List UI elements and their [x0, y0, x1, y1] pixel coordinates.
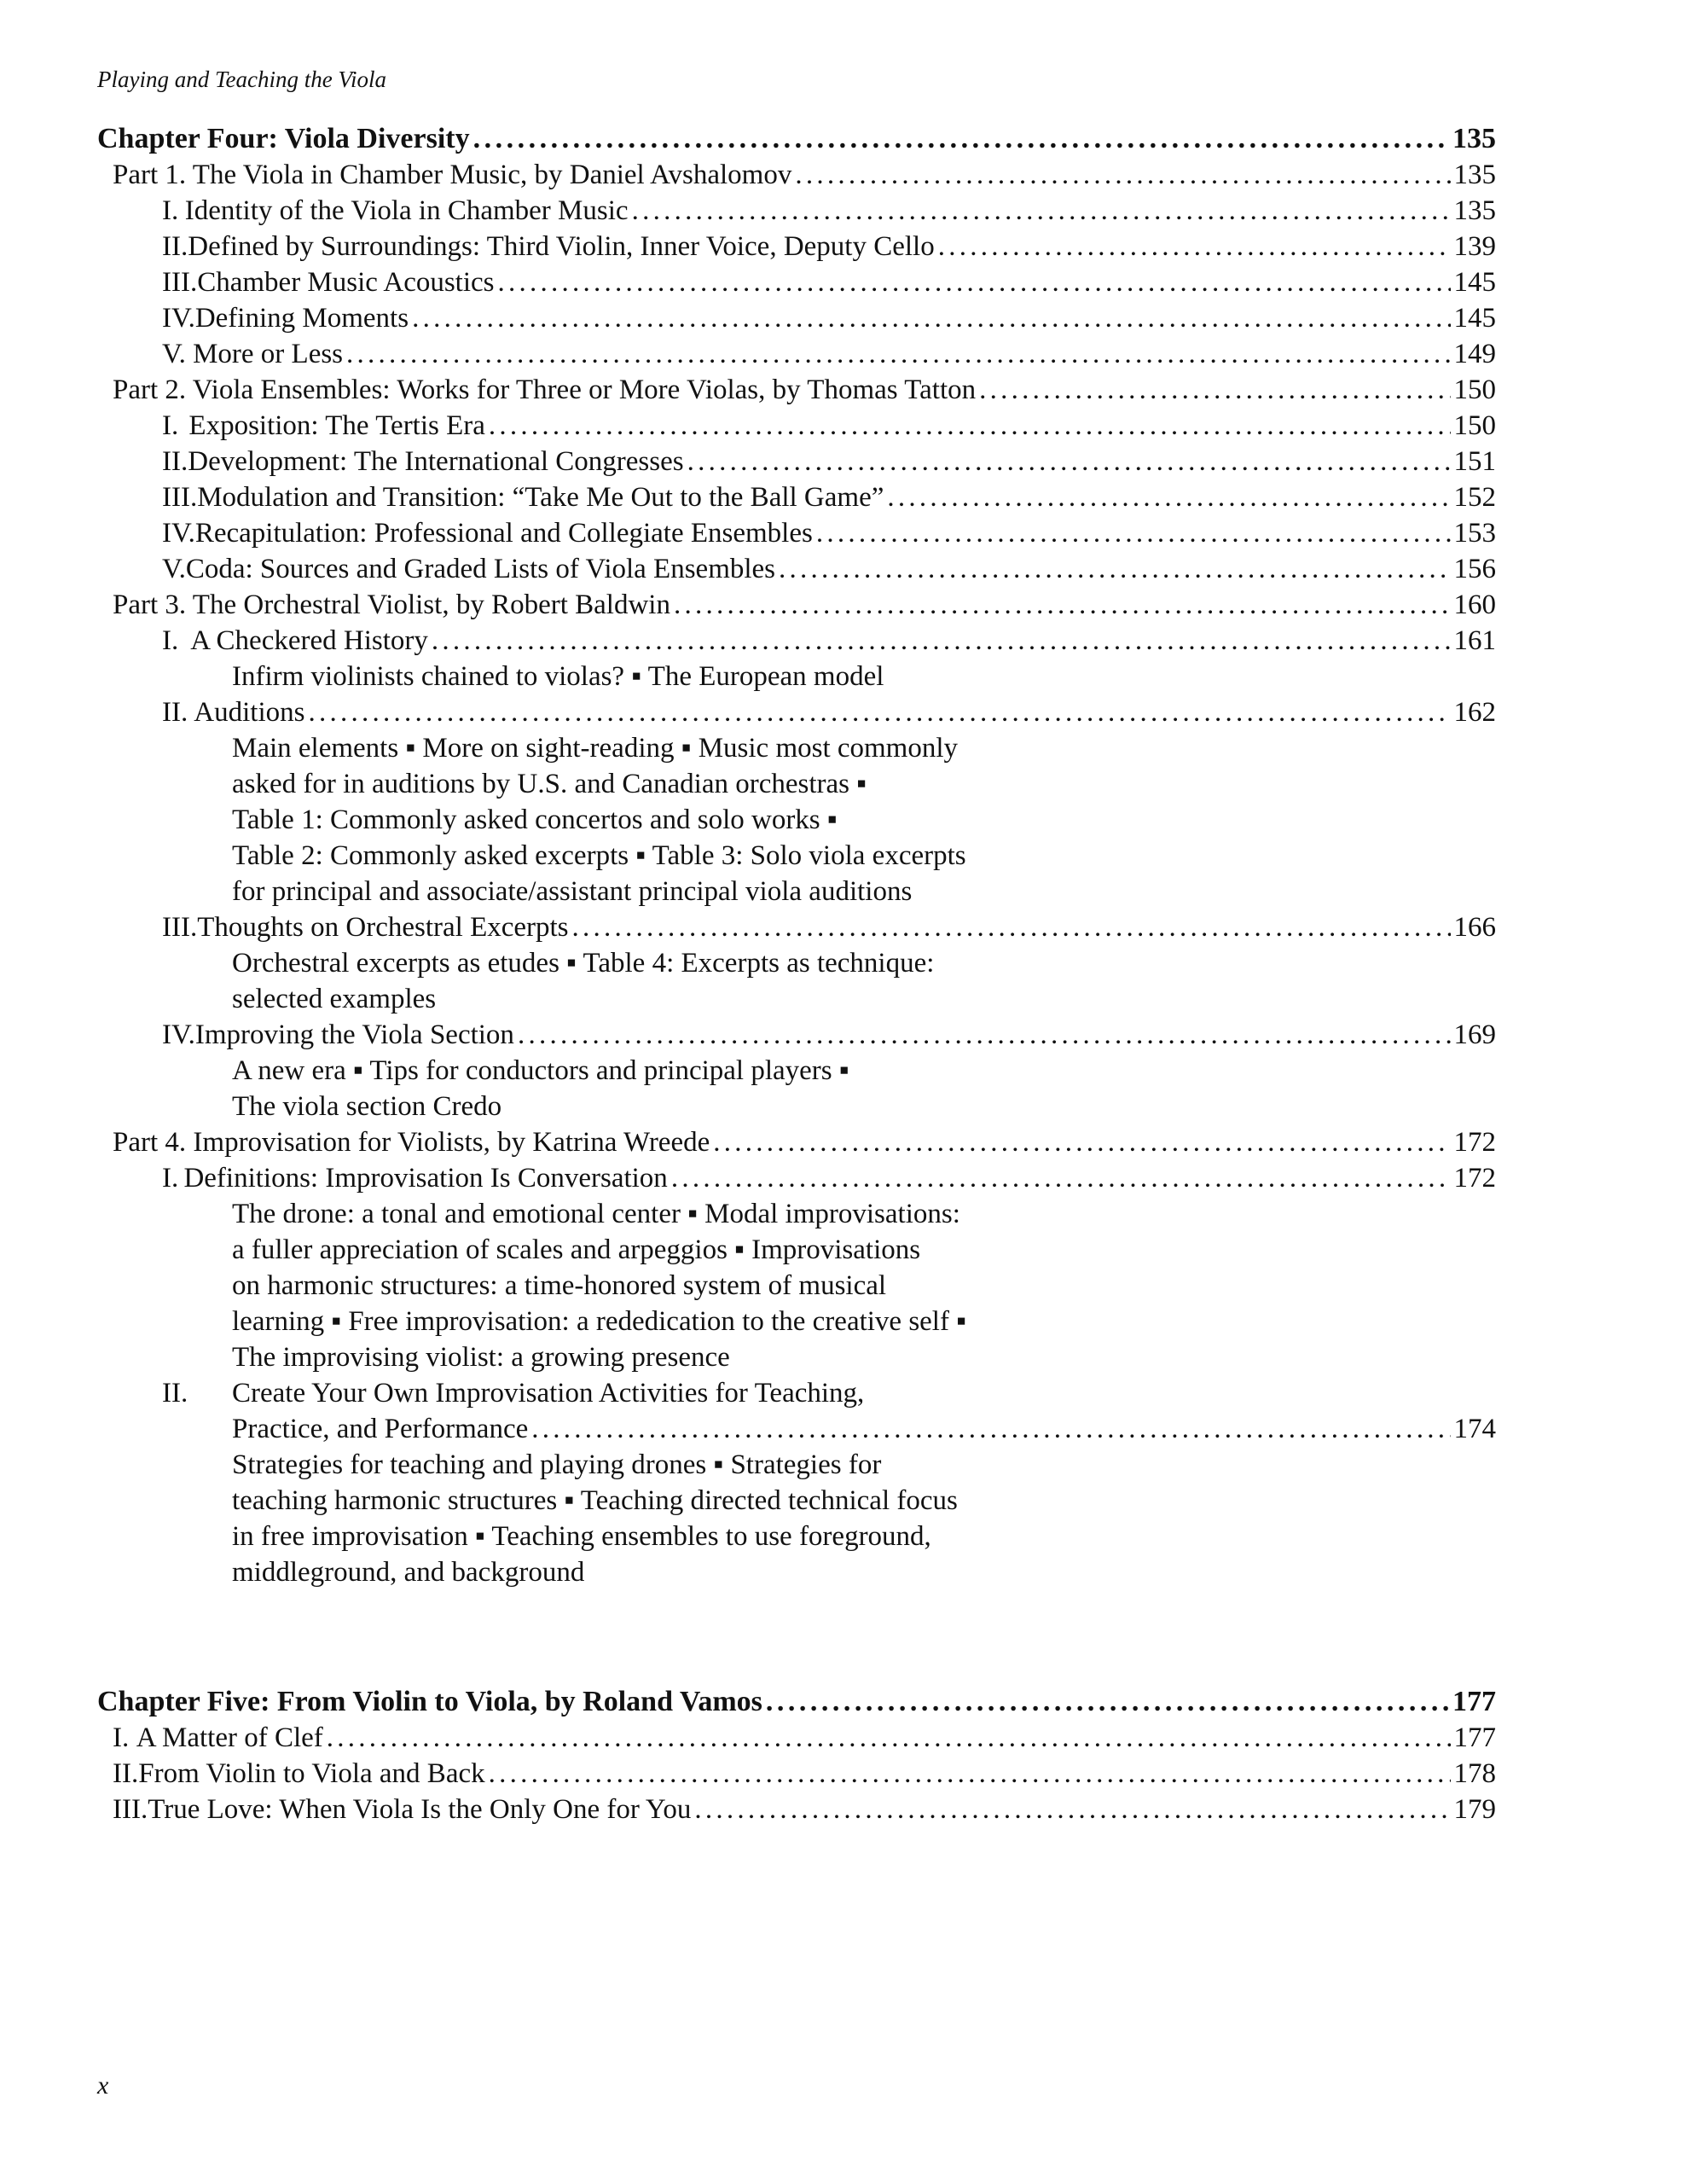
- toc-entry[interactable]: [162, 479, 1496, 515]
- dot-leader: [816, 515, 1451, 551]
- toc-entry[interactable]: [162, 193, 1496, 229]
- roman-numeral: II.: [162, 1378, 188, 1409]
- page-number: 178: [1453, 1758, 1496, 1789]
- part-title: Part 4. Improvisation for Violists, by Katrina Wreede: [113, 1127, 710, 1158]
- dot-leader: [518, 1017, 1451, 1053]
- entry-title: More or Less: [193, 339, 344, 369]
- dot-leader: [432, 623, 1451, 659]
- entry-description: a fuller appreciation of scales and arpeggios ▪ Improvisations: [232, 1234, 921, 1265]
- toc-chapter-four[interactable]: [97, 121, 1496, 157]
- entry-description: Orchestral excerpts as etudes ▪ Table 4: Excerpts as technique:: [232, 948, 935, 979]
- dot-leader: [489, 408, 1451, 444]
- page-number: 169: [1453, 1019, 1496, 1050]
- dot-leader: [938, 229, 1451, 264]
- roman-numeral: I.: [162, 410, 179, 441]
- dot-leader: [473, 121, 1449, 157]
- entry-title: Improving the Viola Section: [194, 1019, 514, 1050]
- entry-description: asked for in auditions by U.S. and Canadian orchestras ▪: [232, 769, 867, 799]
- roman-numeral: V.: [162, 339, 186, 369]
- dot-leader: [694, 1792, 1450, 1827]
- page-number: 160: [1453, 590, 1496, 620]
- roman-numeral: I.: [113, 1722, 130, 1753]
- entry-description: middleground, and background: [232, 1557, 585, 1588]
- toc-entry[interactable]: [162, 336, 1496, 372]
- toc-entry[interactable]: [162, 444, 1496, 479]
- entry-title: Coda: Sources and Graded Lists of Viola Ensembles: [185, 554, 776, 584]
- roman-numeral: II.: [113, 1758, 139, 1789]
- page-number: 162: [1453, 697, 1496, 728]
- roman-numeral: III.: [162, 482, 198, 513]
- toc-entry[interactable]: [162, 623, 1496, 659]
- entry-description: teaching harmonic structures ▪ Teaching directed technical focus: [232, 1485, 958, 1516]
- dot-leader: [687, 444, 1451, 479]
- page-number: 172: [1453, 1127, 1496, 1158]
- roman-numeral: I.: [162, 625, 179, 656]
- roman-numeral: I.: [162, 195, 179, 226]
- toc-part-3[interactable]: [113, 587, 1496, 623]
- toc-entry[interactable]: [162, 694, 1496, 730]
- entry-description: Table 1: Commonly asked concertos and solo works ▪: [232, 804, 838, 835]
- entry-title: Defined by Surroundings: Third Violin, Inner Voice, Deputy Cello: [188, 231, 935, 262]
- toc-entry[interactable]: [113, 1792, 1496, 1827]
- entry-title: A Checkered History: [190, 625, 428, 656]
- roman-numeral: IV.: [162, 1019, 195, 1050]
- dot-leader: [632, 193, 1451, 229]
- roman-numeral: II.: [162, 446, 188, 477]
- page-number: 145: [1453, 303, 1496, 334]
- part-title: Part 2. Viola Ensembles: Works for Three or More Violas, by Thomas Tatton: [113, 375, 977, 405]
- toc-entry[interactable]: [162, 515, 1496, 551]
- page-number: 135: [1452, 123, 1496, 154]
- entry-title: Chamber Music Acoustics: [197, 267, 495, 298]
- entry-title: Identity of the Viola in Chamber Music: [184, 195, 629, 226]
- dot-leader: [674, 587, 1451, 623]
- page-number: 166: [1453, 912, 1496, 943]
- entry-description: A new era ▪ Tips for conductors and principal players ▪: [232, 1055, 849, 1086]
- chapter-title: Chapter Five: From Violin to Viola, by Roland Vamos: [97, 1686, 762, 1717]
- entry-description: The improvising violist: a growing presence: [232, 1342, 730, 1373]
- page-number: 139: [1453, 231, 1496, 262]
- entry-title: A Matter of Clef: [136, 1722, 323, 1753]
- page-number: 152: [1453, 482, 1496, 513]
- page-folio: x: [97, 2071, 109, 2100]
- entry-title: Definitions: Improvisation Is Conversation: [183, 1163, 668, 1194]
- toc-part-2[interactable]: [113, 372, 1496, 408]
- toc-entry[interactable]: [162, 408, 1496, 444]
- page-number: 135: [1453, 160, 1496, 190]
- dot-leader: [887, 479, 1450, 515]
- dot-leader: [572, 909, 1451, 945]
- toc-entry[interactable]: [162, 551, 1496, 587]
- entry-title: Thoughts on Orchestral Excerpts: [197, 912, 569, 943]
- dot-leader: [713, 1124, 1450, 1160]
- entry-description: The viola section Credo: [232, 1091, 502, 1122]
- roman-numeral: III.: [113, 1794, 148, 1825]
- dot-leader: [412, 300, 1450, 336]
- roman-numeral: IV.: [162, 303, 195, 334]
- running-head: Playing and Teaching the Viola: [97, 67, 386, 92]
- toc-entry[interactable]: [232, 1411, 1496, 1447]
- entry-title: Recapitulation: Professional and Collegiate Ensembles: [194, 518, 813, 549]
- page-number: 150: [1453, 375, 1496, 405]
- page-number: 145: [1453, 267, 1496, 298]
- page-number: 172: [1453, 1163, 1496, 1194]
- toc-entry[interactable]: [162, 909, 1496, 945]
- entry-description: for principal and associate/assistant principal viola auditions: [232, 876, 913, 907]
- page-number: 161: [1453, 625, 1496, 656]
- roman-numeral: III.: [162, 267, 198, 298]
- part-title: Part 3. The Orchestral Violist, by Robert Baldwin: [113, 590, 670, 620]
- page-number: 149: [1453, 339, 1496, 369]
- toc-entry[interactable]: [162, 1017, 1496, 1053]
- entry-description: on harmonic structures: a time-honored system of musical: [232, 1270, 887, 1301]
- chapter-title: Chapter Four: Viola Diversity: [97, 123, 470, 154]
- page-number: 177: [1452, 1686, 1496, 1717]
- entry-title: Auditions: [194, 697, 305, 728]
- toc-entry[interactable]: [162, 300, 1496, 336]
- roman-numeral: V.: [162, 554, 186, 584]
- toc-entry[interactable]: [113, 1720, 1496, 1756]
- dot-leader: [346, 336, 1450, 372]
- entry-title: Exposition: The Tertis Era: [188, 410, 485, 441]
- dot-leader: [979, 372, 1450, 408]
- roman-numeral: II.: [162, 697, 188, 728]
- dot-leader: [498, 264, 1451, 300]
- entry-title: Modulation and Transition: “Take Me Out to the Ball Game”: [197, 482, 884, 513]
- entry-description: selected examples: [232, 984, 437, 1014]
- entry-title: Development: The International Congresses: [188, 446, 684, 477]
- roman-numeral: III.: [162, 912, 198, 943]
- page-number: 179: [1453, 1794, 1496, 1825]
- roman-numeral: IV.: [162, 518, 195, 549]
- toc-entry[interactable]: [113, 1756, 1496, 1792]
- dot-leader: [489, 1756, 1451, 1792]
- toc-entry[interactable]: [162, 264, 1496, 300]
- part-title: Part 1. The Viola in Chamber Music, by Daniel Avshalomov: [113, 160, 792, 190]
- page-number: 135: [1453, 195, 1496, 226]
- entry-description: Strategies for teaching and playing drones ▪ Strategies for: [232, 1449, 882, 1480]
- toc-part-4[interactable]: [113, 1124, 1496, 1160]
- roman-numeral: II.: [162, 231, 188, 262]
- dot-leader: [795, 157, 1450, 193]
- entry-description: The drone: a tonal and emotional center ▪ Modal improvisations:: [232, 1199, 960, 1229]
- entry-description: Main elements ▪ More on sight-reading ▪ Music most commonly: [232, 733, 959, 764]
- entry-title: Practice, and Performance: [232, 1414, 529, 1444]
- toc-chapter-five[interactable]: [97, 1684, 1496, 1720]
- page-number: 177: [1453, 1722, 1496, 1753]
- dot-leader: [779, 551, 1450, 587]
- page-number: 153: [1453, 518, 1496, 549]
- dot-leader: [766, 1684, 1449, 1720]
- dot-leader: [308, 694, 1450, 730]
- page-number: 150: [1453, 410, 1496, 441]
- roman-numeral: I.: [162, 1163, 179, 1194]
- entry-description: in free improvisation ▪ Teaching ensembles to use foreground,: [232, 1521, 931, 1552]
- entry-title: True Love: When Viola Is the Only One for You: [148, 1794, 692, 1825]
- page-number: 174: [1453, 1414, 1496, 1444]
- toc-part-1[interactable]: [113, 157, 1496, 193]
- page-number: 156: [1453, 554, 1496, 584]
- page-number: 151: [1453, 446, 1496, 477]
- entry-title: Create Your Own Improvisation Activities for Teaching,: [232, 1378, 865, 1409]
- entry-title: From Violin to Viola and Back: [138, 1758, 485, 1789]
- entry-description: learning ▪ Free improvisation: a rededication to the creative self ▪: [232, 1306, 966, 1337]
- entry-description: Table 2: Commonly asked excerpts ▪ Table 3: Solo viola excerpts: [232, 840, 966, 871]
- toc-entry[interactable]: [162, 1160, 1496, 1196]
- dot-leader: [531, 1411, 1450, 1447]
- dot-leader: [671, 1160, 1451, 1196]
- entry-description: Infirm violinists chained to violas? ▪ The European model: [232, 661, 884, 692]
- toc-entry[interactable]: [162, 229, 1496, 264]
- dot-leader: [327, 1720, 1451, 1756]
- entry-title: Defining Moments: [194, 303, 409, 334]
- toc-entry-line-1[interactable]: [162, 1375, 1496, 1411]
